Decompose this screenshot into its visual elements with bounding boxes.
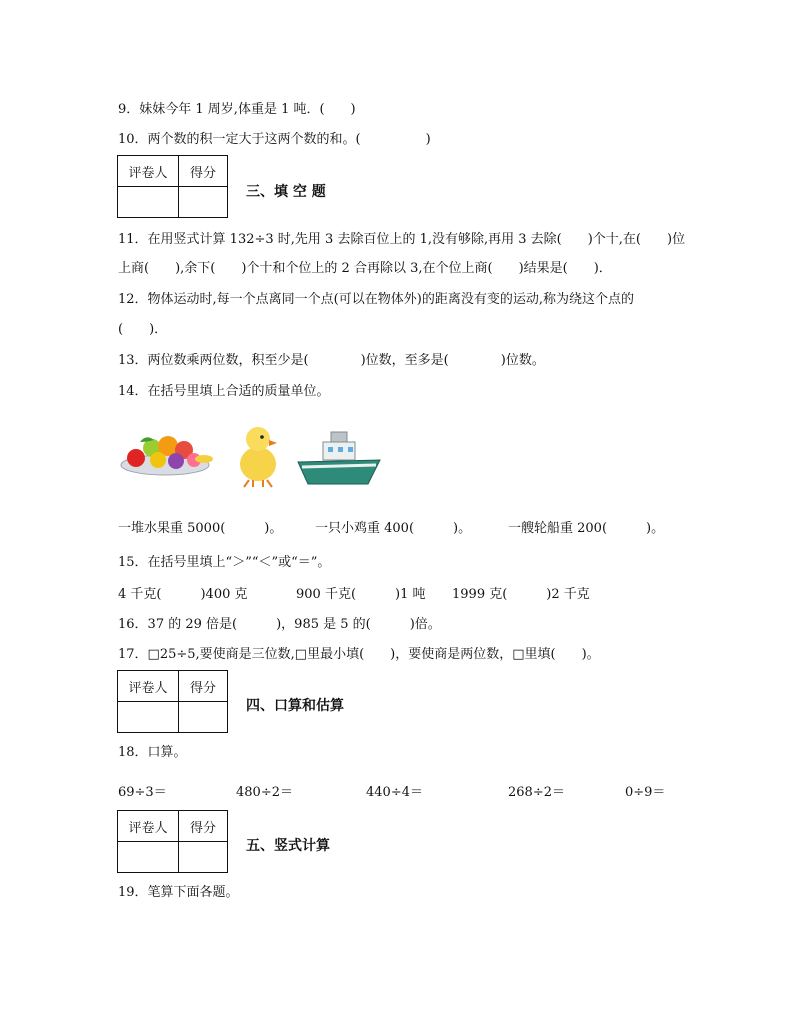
q14-item-chick: 一只小鸡重 400( )。 (315, 521, 472, 536)
score-cell[interactable] (179, 842, 228, 873)
reviewer-label: 评卷人 (118, 156, 179, 187)
question-15: 15．在括号里填上“＞”“＜”或“＝”。 (118, 555, 331, 570)
question-12-line-2: ( )． (118, 322, 168, 337)
score-table (117, 670, 228, 733)
section-5-heading: 五、竖式计算 (246, 838, 330, 854)
question-16: 16．37 的 29 倍是( )，985 是 5 的( )倍。 (118, 617, 441, 632)
question-11-line-1: 11．在用竖式计算 132÷3 时,先用 3 去除百位上的 1,没有够除,再用 3 去除( )个十,在( )位 (118, 232, 686, 247)
question-13: 13．两位数乘两位数，积至少是( )位数，至多是( )位数。 (118, 353, 545, 368)
reviewer-cell[interactable] (118, 842, 179, 873)
score-label: 得分 (179, 156, 228, 187)
q18-item-4: 268÷2＝ (508, 785, 565, 800)
q15-item-b: 900 千克( )1 吨 (296, 587, 426, 602)
question-14: 14．在括号里填上合适的质量单位。 (118, 384, 330, 399)
question-10: 10．两个数的积一定大于这两个数的和。( ) (118, 132, 431, 147)
q18-item-5: 0÷9＝ (625, 785, 666, 800)
reviewer-label: 评卷人 (118, 811, 179, 842)
chick-icon (240, 427, 277, 487)
reviewer-cell[interactable] (118, 702, 179, 733)
q18-item-1: 69÷3＝ (118, 785, 167, 800)
question-11-line-2: 上商( ),余下( )个十和个位上的 2 合再除以 3,在个位上商( )结果是( )． (118, 261, 612, 276)
ship-icon (298, 432, 380, 484)
q18-item-2: 480÷2＝ (236, 785, 293, 800)
reviewer-label: 评卷人 (118, 671, 179, 702)
q14-item-ship: 一艘轮船重 200( )。 (508, 521, 665, 536)
score-cell[interactable] (179, 187, 228, 218)
section-4-heading: 四、口算和估算 (246, 698, 344, 714)
section-3-heading: 三、填 空 题 (246, 184, 326, 200)
illustrations (118, 420, 388, 490)
fruit-bowl-icon (121, 436, 213, 475)
question-12-line-1: 12．物体运动时,每一个点离同一个点(可以在物体外)的距离没有变的运动,称为绕这个点的 (118, 292, 634, 307)
score-cell[interactable] (179, 702, 228, 733)
score-table (117, 155, 228, 218)
reviewer-cell[interactable] (118, 187, 179, 218)
score-table (117, 810, 228, 873)
q14-item-fruit: 一堆水果重 5000( )。 (118, 521, 283, 536)
question-17: 17．□25÷5,要使商是三位数,□里最小填( )，要使商是两位数，□里填( )。 (118, 647, 600, 662)
q15-item-c: 1999 克( )2 千克 (452, 587, 590, 602)
q18-item-3: 440÷4＝ (366, 785, 423, 800)
q15-item-a: 4 千克( )400 克 (118, 587, 248, 602)
score-label: 得分 (179, 671, 228, 702)
score-label: 得分 (179, 811, 228, 842)
question-19: 19．笔算下面各题。 (118, 885, 239, 900)
question-18: 18．口算。 (118, 745, 187, 760)
question-9: 9．妹妹今年 1 周岁,体重是 1 吨．( ) (118, 102, 356, 117)
